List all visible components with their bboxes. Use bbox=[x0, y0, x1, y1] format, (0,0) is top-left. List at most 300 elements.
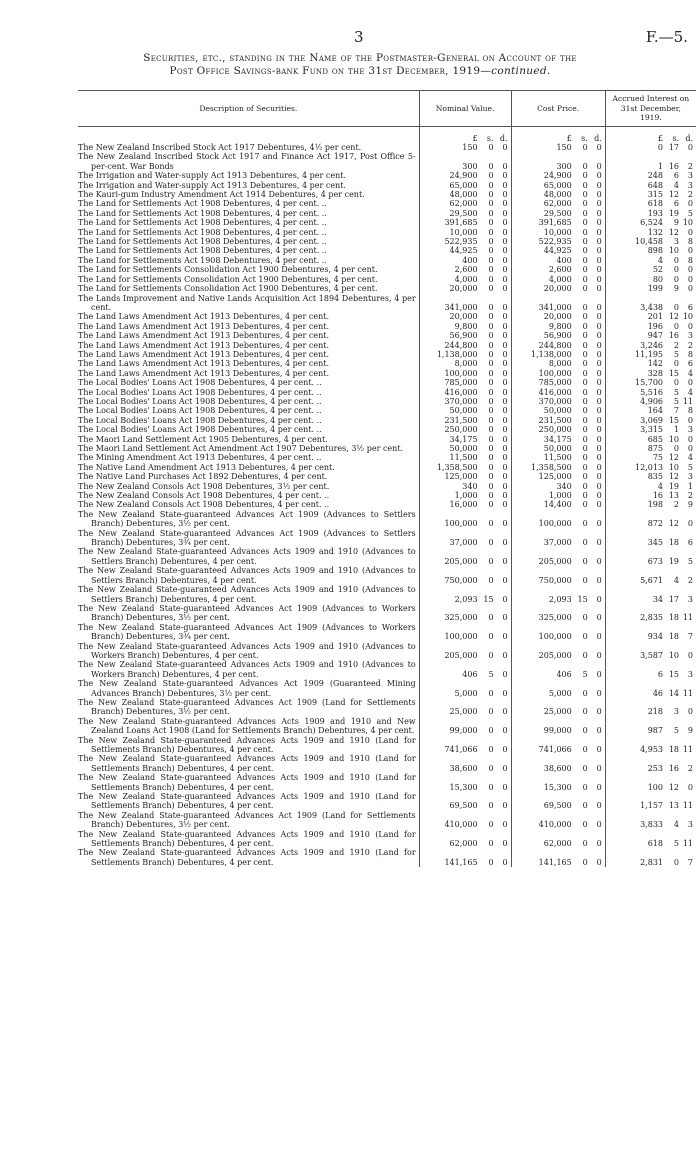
nominal-value-pence: 0 bbox=[502, 491, 508, 501]
accrued-interest-pounds: 198 bbox=[647, 500, 663, 510]
nominal-value-pence: 0 bbox=[502, 556, 508, 566]
accrued-interest-pounds: 835 bbox=[647, 472, 663, 482]
security-description: The Kauri-gum Industry Amendment Act 1914 Debentures, 4 per cent. bbox=[78, 190, 365, 200]
accrued-interest-pounds: 201 bbox=[647, 312, 663, 322]
table-row bbox=[78, 425, 696, 434]
nominal-value-cell bbox=[419, 482, 511, 491]
cost-price-cell bbox=[511, 275, 605, 284]
accrued-interest-cell bbox=[605, 143, 696, 152]
table-row bbox=[78, 754, 696, 773]
nominal-value-cell bbox=[419, 698, 511, 717]
nominal-value-pence: 0 bbox=[502, 180, 508, 190]
security-description: The New Zealand State-guaranteed Advances Act 1909 (Advances to Workers Branch) Debentures, 3¾ per cent. bbox=[78, 622, 416, 642]
nominal-value-pounds: 325,000 bbox=[444, 613, 478, 623]
accrued-interest-pence: 0 bbox=[687, 434, 693, 444]
accrued-interest-pounds: 3,438 bbox=[640, 302, 663, 312]
cost-price-pounds: 25,000 bbox=[543, 707, 572, 717]
nominal-value-shillings: 0 bbox=[488, 368, 494, 378]
accrued-interest-cell bbox=[605, 453, 696, 462]
security-description: The Lands Improvement and Native Lands Acquisition Act 1894 Debentures, 4 per cent. bbox=[78, 293, 416, 312]
nominal-value-cell bbox=[419, 322, 511, 331]
accrued-interest-cell bbox=[605, 388, 696, 397]
unit-shilling: s. bbox=[581, 133, 588, 143]
cost-price-shillings: 0 bbox=[582, 575, 588, 585]
accrued-interest-pence: 0 bbox=[687, 265, 693, 275]
cost-price-pounds: 10,000 bbox=[543, 227, 572, 237]
cost-price-cell bbox=[511, 529, 605, 548]
cost-price-pence: 0 bbox=[596, 190, 602, 200]
accrued-interest-shillings: 3 bbox=[673, 707, 679, 717]
accrued-interest-shillings: 18 bbox=[668, 538, 679, 548]
cost-price-shillings: 0 bbox=[582, 340, 588, 350]
units-row bbox=[78, 131, 696, 143]
accrued-interest-shillings: 10 bbox=[668, 462, 679, 472]
nominal-value-cell bbox=[419, 350, 511, 359]
security-description: The Land Laws Amendment Act 1913 Debentures, 4 per cent. bbox=[78, 349, 330, 359]
cost-price-pence: 0 bbox=[596, 171, 602, 181]
nominal-value-pounds: 15,300 bbox=[449, 782, 478, 792]
nominal-value-cell bbox=[419, 717, 511, 736]
accrued-interest-pence: 3 bbox=[687, 472, 693, 482]
nominal-value-cell bbox=[419, 472, 511, 481]
cost-price-shillings: 0 bbox=[582, 208, 588, 218]
cost-price-shillings: 0 bbox=[582, 491, 588, 501]
accrued-interest-pounds: 315 bbox=[647, 190, 663, 200]
cost-price-cell bbox=[511, 171, 605, 180]
cost-price-pence: 0 bbox=[596, 387, 602, 397]
nominal-value-cell bbox=[419, 547, 511, 566]
accrued-interest-pounds: 218 bbox=[647, 707, 663, 717]
accrued-interest-pence: 7 bbox=[687, 632, 693, 642]
accrued-interest-pounds: 196 bbox=[647, 321, 663, 331]
accrued-interest-shillings: 12 bbox=[668, 782, 679, 792]
cost-price-pence: 0 bbox=[596, 538, 602, 548]
cost-price-pounds: 125,000 bbox=[538, 472, 572, 482]
accrued-interest-cell bbox=[605, 171, 696, 180]
accrued-interest-pounds: 648 bbox=[647, 180, 663, 190]
security-description: The New Zealand State-guaranteed Advances Acts 1909 and 1910 (Advances to Settlers Branch) Debentures, 4 per cent. bbox=[78, 566, 416, 585]
nominal-value-pounds: 100,000 bbox=[444, 368, 478, 378]
cost-price-pence: 0 bbox=[596, 368, 602, 378]
cost-price-pence: 0 bbox=[596, 481, 602, 491]
accrued-interest-pounds: 248 bbox=[647, 171, 663, 181]
table-header-row bbox=[78, 91, 696, 127]
accrued-interest-pounds: 898 bbox=[647, 246, 663, 256]
cost-price-cell bbox=[511, 830, 605, 849]
nominal-value-cell bbox=[419, 388, 511, 397]
unit-pence: d. bbox=[499, 133, 508, 143]
cost-price-pounds: 50,000 bbox=[543, 444, 572, 453]
accrued-interest-shillings: 2 bbox=[673, 340, 679, 350]
cost-price-pounds: 62,000 bbox=[543, 199, 572, 209]
accrued-interest-pence: 3 bbox=[687, 331, 693, 341]
nominal-value-cell bbox=[419, 679, 511, 698]
accrued-interest-shillings: 6 bbox=[673, 171, 679, 181]
security-description: The New Zealand State-guaranteed Advances Act 1909 (Advances to Settlers Branch) Debentures, 3¾ per cent. bbox=[78, 528, 416, 548]
table-row bbox=[78, 294, 696, 313]
accrued-interest-cell bbox=[605, 811, 696, 830]
cost-price-pence: 0 bbox=[596, 321, 602, 331]
cost-price-cell bbox=[511, 218, 605, 227]
nominal-value-pence: 0 bbox=[502, 820, 508, 830]
accrued-interest-pounds: 947 bbox=[647, 331, 663, 341]
nominal-value-pounds: 400 bbox=[462, 255, 478, 265]
accrued-interest-cell bbox=[605, 679, 696, 698]
cost-price-shillings: 0 bbox=[582, 462, 588, 472]
cost-price-cell bbox=[511, 736, 605, 755]
accrued-interest-cell bbox=[605, 322, 696, 331]
nominal-value-cell bbox=[419, 830, 511, 849]
nominal-value-cell bbox=[419, 369, 511, 378]
cost-price-shillings: 0 bbox=[582, 227, 588, 237]
cost-price-pence: 0 bbox=[596, 434, 602, 444]
cost-price-pence: 0 bbox=[596, 274, 602, 284]
accrued-interest-cell bbox=[605, 369, 696, 378]
cost-price-pounds: 9,800 bbox=[548, 321, 572, 331]
table-row bbox=[78, 228, 696, 237]
cost-price-cell bbox=[511, 359, 605, 368]
accrued-interest-pounds: 673 bbox=[647, 556, 663, 566]
accrued-interest-shillings: 13 bbox=[668, 801, 679, 811]
cost-price-pounds: 341,000 bbox=[538, 302, 572, 312]
cost-price-pence: 0 bbox=[596, 632, 602, 642]
cost-price-pence: 0 bbox=[596, 763, 602, 773]
cost-price-shillings: 0 bbox=[582, 190, 588, 200]
nominal-value-pounds: 69,500 bbox=[449, 801, 478, 811]
nominal-value-cell bbox=[419, 341, 511, 350]
security-description: The Irrigation and Water-supply Act 1913 Debentures, 4 per cent. bbox=[78, 171, 346, 181]
cost-price-cell bbox=[511, 500, 605, 509]
accrued-interest-shillings: 12 bbox=[668, 190, 679, 200]
cost-price-shillings: 0 bbox=[582, 481, 588, 491]
accrued-interest-cell bbox=[605, 604, 696, 623]
accrued-interest-cell bbox=[605, 152, 696, 171]
cost-price-shillings: 0 bbox=[582, 171, 588, 181]
accrued-interest-pounds: 685 bbox=[647, 434, 663, 444]
cost-price-pence: 0 bbox=[596, 161, 602, 171]
accrued-interest-pounds: 80 bbox=[652, 274, 663, 284]
accrued-interest-pence: 7 bbox=[687, 857, 693, 867]
accrued-interest-pence: 11 bbox=[682, 745, 693, 754]
security-description: The Irrigation and Water-supply Act 1913 Debentures, 4 per cent. bbox=[78, 180, 346, 190]
title-line-2 bbox=[60, 65, 660, 78]
accrued-interest-cell bbox=[605, 228, 696, 237]
security-description: The Local Bodies' Loans Act 1908 Debentures, 4 per cent. .. bbox=[78, 378, 322, 388]
accrued-interest-cell bbox=[605, 341, 696, 350]
nominal-value-pounds: 250,000 bbox=[444, 425, 478, 435]
cost-price-shillings: 0 bbox=[582, 434, 588, 444]
accrued-interest-pence: 6 bbox=[687, 359, 693, 369]
security-description: The New Zealand Inscribed Stock Act 1917 Debentures, 4½ per cent. bbox=[78, 143, 362, 152]
accrued-interest-pence: 3 bbox=[687, 669, 693, 679]
accrued-interest-pounds: 15,700 bbox=[635, 378, 663, 388]
nominal-value-pence: 0 bbox=[502, 462, 508, 472]
accrued-interest-cell bbox=[605, 792, 696, 811]
cost-price-pence: 0 bbox=[596, 444, 602, 453]
accrued-interest-shillings: 5 bbox=[673, 387, 679, 397]
document-reference: F.—5. bbox=[645, 28, 688, 46]
cost-price-shillings: 0 bbox=[582, 857, 588, 867]
nominal-value-shillings: 5 bbox=[488, 669, 494, 679]
nominal-value-pence: 0 bbox=[502, 632, 508, 642]
accrued-interest-shillings: 18 bbox=[668, 745, 679, 754]
nominal-value-shillings: 0 bbox=[488, 707, 494, 717]
nominal-value-cell bbox=[419, 397, 511, 406]
accrued-interest-pence: 8 bbox=[687, 406, 693, 416]
cost-price-cell bbox=[511, 792, 605, 811]
nominal-value-cell bbox=[419, 736, 511, 755]
table-row bbox=[78, 444, 696, 453]
accrued-interest-pence: 3 bbox=[687, 820, 693, 830]
accrued-interest-pence: 0 bbox=[687, 707, 693, 717]
cost-price-pence: 0 bbox=[596, 331, 602, 341]
nominal-value-shillings: 0 bbox=[488, 444, 494, 453]
accrued-interest-pounds: 875 bbox=[647, 444, 663, 453]
header-cost-price: Cost Price. bbox=[511, 91, 605, 127]
cost-price-shillings: 0 bbox=[582, 321, 588, 331]
cost-price-cell bbox=[511, 510, 605, 529]
cost-price-cell bbox=[511, 566, 605, 585]
cost-price-pence: 0 bbox=[596, 801, 602, 811]
accrued-interest-shillings: 18 bbox=[668, 613, 679, 623]
nominal-value-pounds: 29,500 bbox=[449, 208, 478, 218]
cost-price-shillings: 0 bbox=[582, 444, 588, 453]
accrued-interest-shillings: 7 bbox=[673, 406, 679, 416]
table-row bbox=[78, 453, 696, 462]
accrued-interest-pounds: 4 bbox=[657, 255, 663, 265]
nominal-value-pence: 0 bbox=[502, 208, 508, 218]
nominal-value-pounds: 522,935 bbox=[444, 237, 478, 247]
security-description: The Land for Settlements Consolidation Act 1900 Debentures, 4 per cent. bbox=[78, 284, 378, 294]
table-row bbox=[78, 698, 696, 717]
accrued-interest-pounds: 253 bbox=[647, 763, 663, 773]
cost-price-pence: 0 bbox=[596, 415, 602, 425]
table-row bbox=[78, 510, 696, 529]
accrued-interest-pence: 2 bbox=[687, 190, 693, 200]
cost-price-pounds: 205,000 bbox=[538, 650, 572, 660]
nominal-value-pounds: 56,900 bbox=[449, 331, 478, 341]
cost-price-pounds: 99,000 bbox=[543, 726, 572, 736]
cost-price-shillings: 0 bbox=[582, 538, 588, 548]
accrued-interest-cell bbox=[605, 350, 696, 359]
accrued-interest-pounds: 34 bbox=[652, 594, 663, 604]
accrued-interest-shillings: 0 bbox=[673, 302, 679, 312]
accrued-interest-cell bbox=[605, 754, 696, 773]
nominal-value-pounds: 24,900 bbox=[449, 171, 478, 181]
nominal-value-pence: 0 bbox=[502, 302, 508, 312]
accrued-interest-pounds: 132 bbox=[647, 227, 663, 237]
accrued-interest-shillings: 18 bbox=[668, 632, 679, 642]
security-description: The Local Bodies' Loans Act 1908 Debentures, 4 per cent. .. bbox=[78, 387, 322, 397]
nominal-value-pence: 0 bbox=[502, 763, 508, 773]
accrued-interest-shillings: 15 bbox=[668, 669, 679, 679]
nominal-value-shillings: 0 bbox=[488, 613, 494, 623]
nominal-value-cell bbox=[419, 256, 511, 265]
cost-price-pounds: 100,000 bbox=[538, 519, 572, 529]
cost-price-pence: 0 bbox=[596, 265, 602, 275]
accrued-interest-pence: 0 bbox=[687, 650, 693, 660]
accrued-interest-cell bbox=[605, 190, 696, 199]
nominal-value-cell bbox=[419, 773, 511, 792]
securities-table bbox=[78, 90, 696, 867]
unit-pence: d. bbox=[594, 133, 602, 143]
cost-price-shillings: 0 bbox=[582, 199, 588, 209]
accrued-interest-pence: 0 bbox=[687, 246, 693, 256]
accrued-interest-cell bbox=[605, 406, 696, 415]
cost-price-cell bbox=[511, 547, 605, 566]
accrued-interest-cell bbox=[605, 416, 696, 425]
nominal-value-shillings: 0 bbox=[488, 820, 494, 830]
accrued-interest-pounds: 1 bbox=[657, 161, 663, 171]
accrued-interest-cell bbox=[605, 275, 696, 284]
cost-price-pence: 0 bbox=[596, 462, 602, 472]
title-continued: continued. bbox=[491, 65, 551, 77]
nominal-value-pence: 0 bbox=[502, 434, 508, 444]
cost-price-pence: 0 bbox=[596, 246, 602, 256]
table-row bbox=[78, 152, 696, 171]
nominal-value-pounds: 20,000 bbox=[449, 284, 478, 294]
cost-price-cell bbox=[511, 585, 605, 604]
table-row bbox=[78, 566, 696, 585]
accrued-interest-pence: 2 bbox=[687, 340, 693, 350]
nominal-value-pence: 0 bbox=[502, 396, 508, 406]
nominal-value-shillings: 0 bbox=[488, 199, 494, 209]
cost-price-cell bbox=[511, 642, 605, 661]
accrued-interest-cell bbox=[605, 482, 696, 491]
security-description: The New Zealand State-guaranteed Advances Acts 1909 and 1910 (Advances to Workers Branch) Debentures, 4 per cent. bbox=[78, 641, 416, 660]
accrued-interest-cell bbox=[605, 312, 696, 321]
nominal-value-pence: 0 bbox=[502, 650, 508, 660]
accrued-interest-pence: 2 bbox=[687, 161, 693, 171]
security-description: The Land for Settlements Consolidation Act 1900 Debentures, 4 per cent. bbox=[78, 265, 378, 275]
nominal-value-pounds: 25,000 bbox=[449, 707, 478, 717]
accrued-interest-shillings: 12 bbox=[668, 312, 679, 322]
nominal-value-cell bbox=[419, 623, 511, 642]
accrued-interest-shillings: 10 bbox=[668, 246, 679, 256]
cost-price-cell bbox=[511, 246, 605, 255]
accrued-interest-shillings: 15 bbox=[668, 368, 679, 378]
cost-price-cell bbox=[511, 679, 605, 698]
cost-price-pence: 0 bbox=[596, 782, 602, 792]
nominal-value-shillings: 0 bbox=[488, 387, 494, 397]
title-line-1: Securities, etc., standing in the Name of the Postmaster-General on Account of the bbox=[143, 52, 577, 64]
accrued-interest-cell bbox=[605, 500, 696, 509]
cost-price-pounds: 300 bbox=[556, 161, 572, 171]
accrued-interest-cell bbox=[605, 717, 696, 736]
accrued-interest-cell bbox=[605, 736, 696, 755]
nominal-value-cell bbox=[419, 660, 511, 679]
cost-price-pounds: 100,000 bbox=[538, 368, 572, 378]
nominal-value-shillings: 0 bbox=[488, 161, 494, 171]
nominal-value-cell bbox=[419, 378, 511, 387]
security-description: The Land Laws Amendment Act 1913 Debentures, 4 per cent. bbox=[78, 359, 330, 369]
nominal-value-pence: 0 bbox=[502, 378, 508, 388]
nominal-value-pounds: 44,925 bbox=[449, 246, 478, 256]
cost-price-cell bbox=[511, 623, 605, 642]
nominal-value-pounds: 62,000 bbox=[449, 839, 478, 849]
nominal-value-pence: 0 bbox=[502, 745, 508, 754]
cost-price-pounds: 4,000 bbox=[548, 274, 572, 284]
accrued-interest-shillings: 0 bbox=[673, 321, 679, 331]
cost-price-shillings: 0 bbox=[582, 387, 588, 397]
nominal-value-cell bbox=[419, 463, 511, 472]
nominal-value-pence: 0 bbox=[502, 246, 508, 256]
nominal-value-cell bbox=[419, 585, 511, 604]
cost-price-pence: 0 bbox=[596, 453, 602, 463]
accrued-interest-pounds: 872 bbox=[647, 519, 663, 529]
accrued-interest-shillings: 19 bbox=[668, 208, 679, 218]
cost-price-cell bbox=[511, 406, 605, 415]
accrued-interest-shillings: 5 bbox=[673, 839, 679, 849]
nominal-value-pence: 0 bbox=[502, 237, 508, 247]
nominal-value-cell bbox=[419, 491, 511, 500]
security-description: The Land for Settlements Act 1908 Debentures, 4 per cent. .. bbox=[78, 218, 327, 228]
accrued-interest-pence: 10 bbox=[682, 312, 693, 322]
accrued-interest-shillings: 4 bbox=[673, 575, 679, 585]
cost-price-shillings: 0 bbox=[582, 161, 588, 171]
cost-price-pence: 0 bbox=[596, 425, 602, 435]
cost-price-pence: 0 bbox=[596, 284, 602, 294]
nominal-value-pence: 0 bbox=[502, 481, 508, 491]
accrued-interest-shillings: 0 bbox=[673, 274, 679, 284]
accrued-interest-pounds: 100 bbox=[647, 782, 663, 792]
cost-price-pence: 0 bbox=[596, 180, 602, 190]
security-description: The Land Laws Amendment Act 1913 Debentures, 4 per cent. bbox=[78, 331, 330, 341]
accrued-interest-cell bbox=[605, 848, 696, 867]
security-description: The New Zealand State-guaranteed Advances Act 1909 (Advances to Settlers Branch) Debentures, 3½ per cent. bbox=[78, 509, 416, 529]
table-row bbox=[78, 209, 696, 218]
accrued-interest-pence: 5 bbox=[687, 556, 693, 566]
nominal-value-pence: 0 bbox=[502, 171, 508, 181]
nominal-value-cell bbox=[419, 181, 511, 190]
nominal-value-shillings: 0 bbox=[488, 556, 494, 566]
cost-price-pence: 0 bbox=[596, 688, 602, 698]
nominal-value-shillings: 0 bbox=[488, 434, 494, 444]
table-row bbox=[78, 359, 696, 368]
nominal-value-cell bbox=[419, 642, 511, 661]
cost-price-pence: 0 bbox=[596, 359, 602, 369]
nominal-value-pounds: 62,000 bbox=[449, 199, 478, 209]
cost-price-pence: 0 bbox=[596, 378, 602, 388]
cost-price-shillings: 0 bbox=[582, 378, 588, 388]
cost-price-cell bbox=[511, 378, 605, 387]
cost-price-cell bbox=[511, 152, 605, 171]
table-row bbox=[78, 416, 696, 425]
nominal-value-cell bbox=[419, 284, 511, 293]
cost-price-pounds: 231,500 bbox=[538, 415, 572, 425]
accrued-interest-pence: 6 bbox=[687, 538, 693, 548]
accrued-interest-shillings: 5 bbox=[673, 726, 679, 736]
table-row bbox=[78, 547, 696, 566]
nominal-value-shillings: 0 bbox=[488, 801, 494, 811]
cost-price-pence: 0 bbox=[596, 218, 602, 228]
table-row bbox=[78, 792, 696, 811]
nominal-value-cell bbox=[419, 425, 511, 434]
nominal-value-pounds: 750,000 bbox=[444, 575, 478, 585]
nominal-value-cell bbox=[419, 453, 511, 462]
nominal-value-shillings: 0 bbox=[488, 171, 494, 181]
accrued-interest-pence: 8 bbox=[687, 349, 693, 359]
cost-price-pounds: 34,175 bbox=[543, 434, 572, 444]
nominal-value-pounds: 50,000 bbox=[449, 444, 478, 453]
cost-price-pounds: 5,000 bbox=[548, 688, 572, 698]
cost-price-cell bbox=[511, 265, 605, 274]
cost-price-shillings: 0 bbox=[582, 415, 588, 425]
nominal-value-pence: 0 bbox=[502, 688, 508, 698]
accrued-interest-pounds: 52 bbox=[652, 265, 663, 275]
cost-price-shillings: 0 bbox=[582, 650, 588, 660]
accrued-interest-cell bbox=[605, 529, 696, 548]
